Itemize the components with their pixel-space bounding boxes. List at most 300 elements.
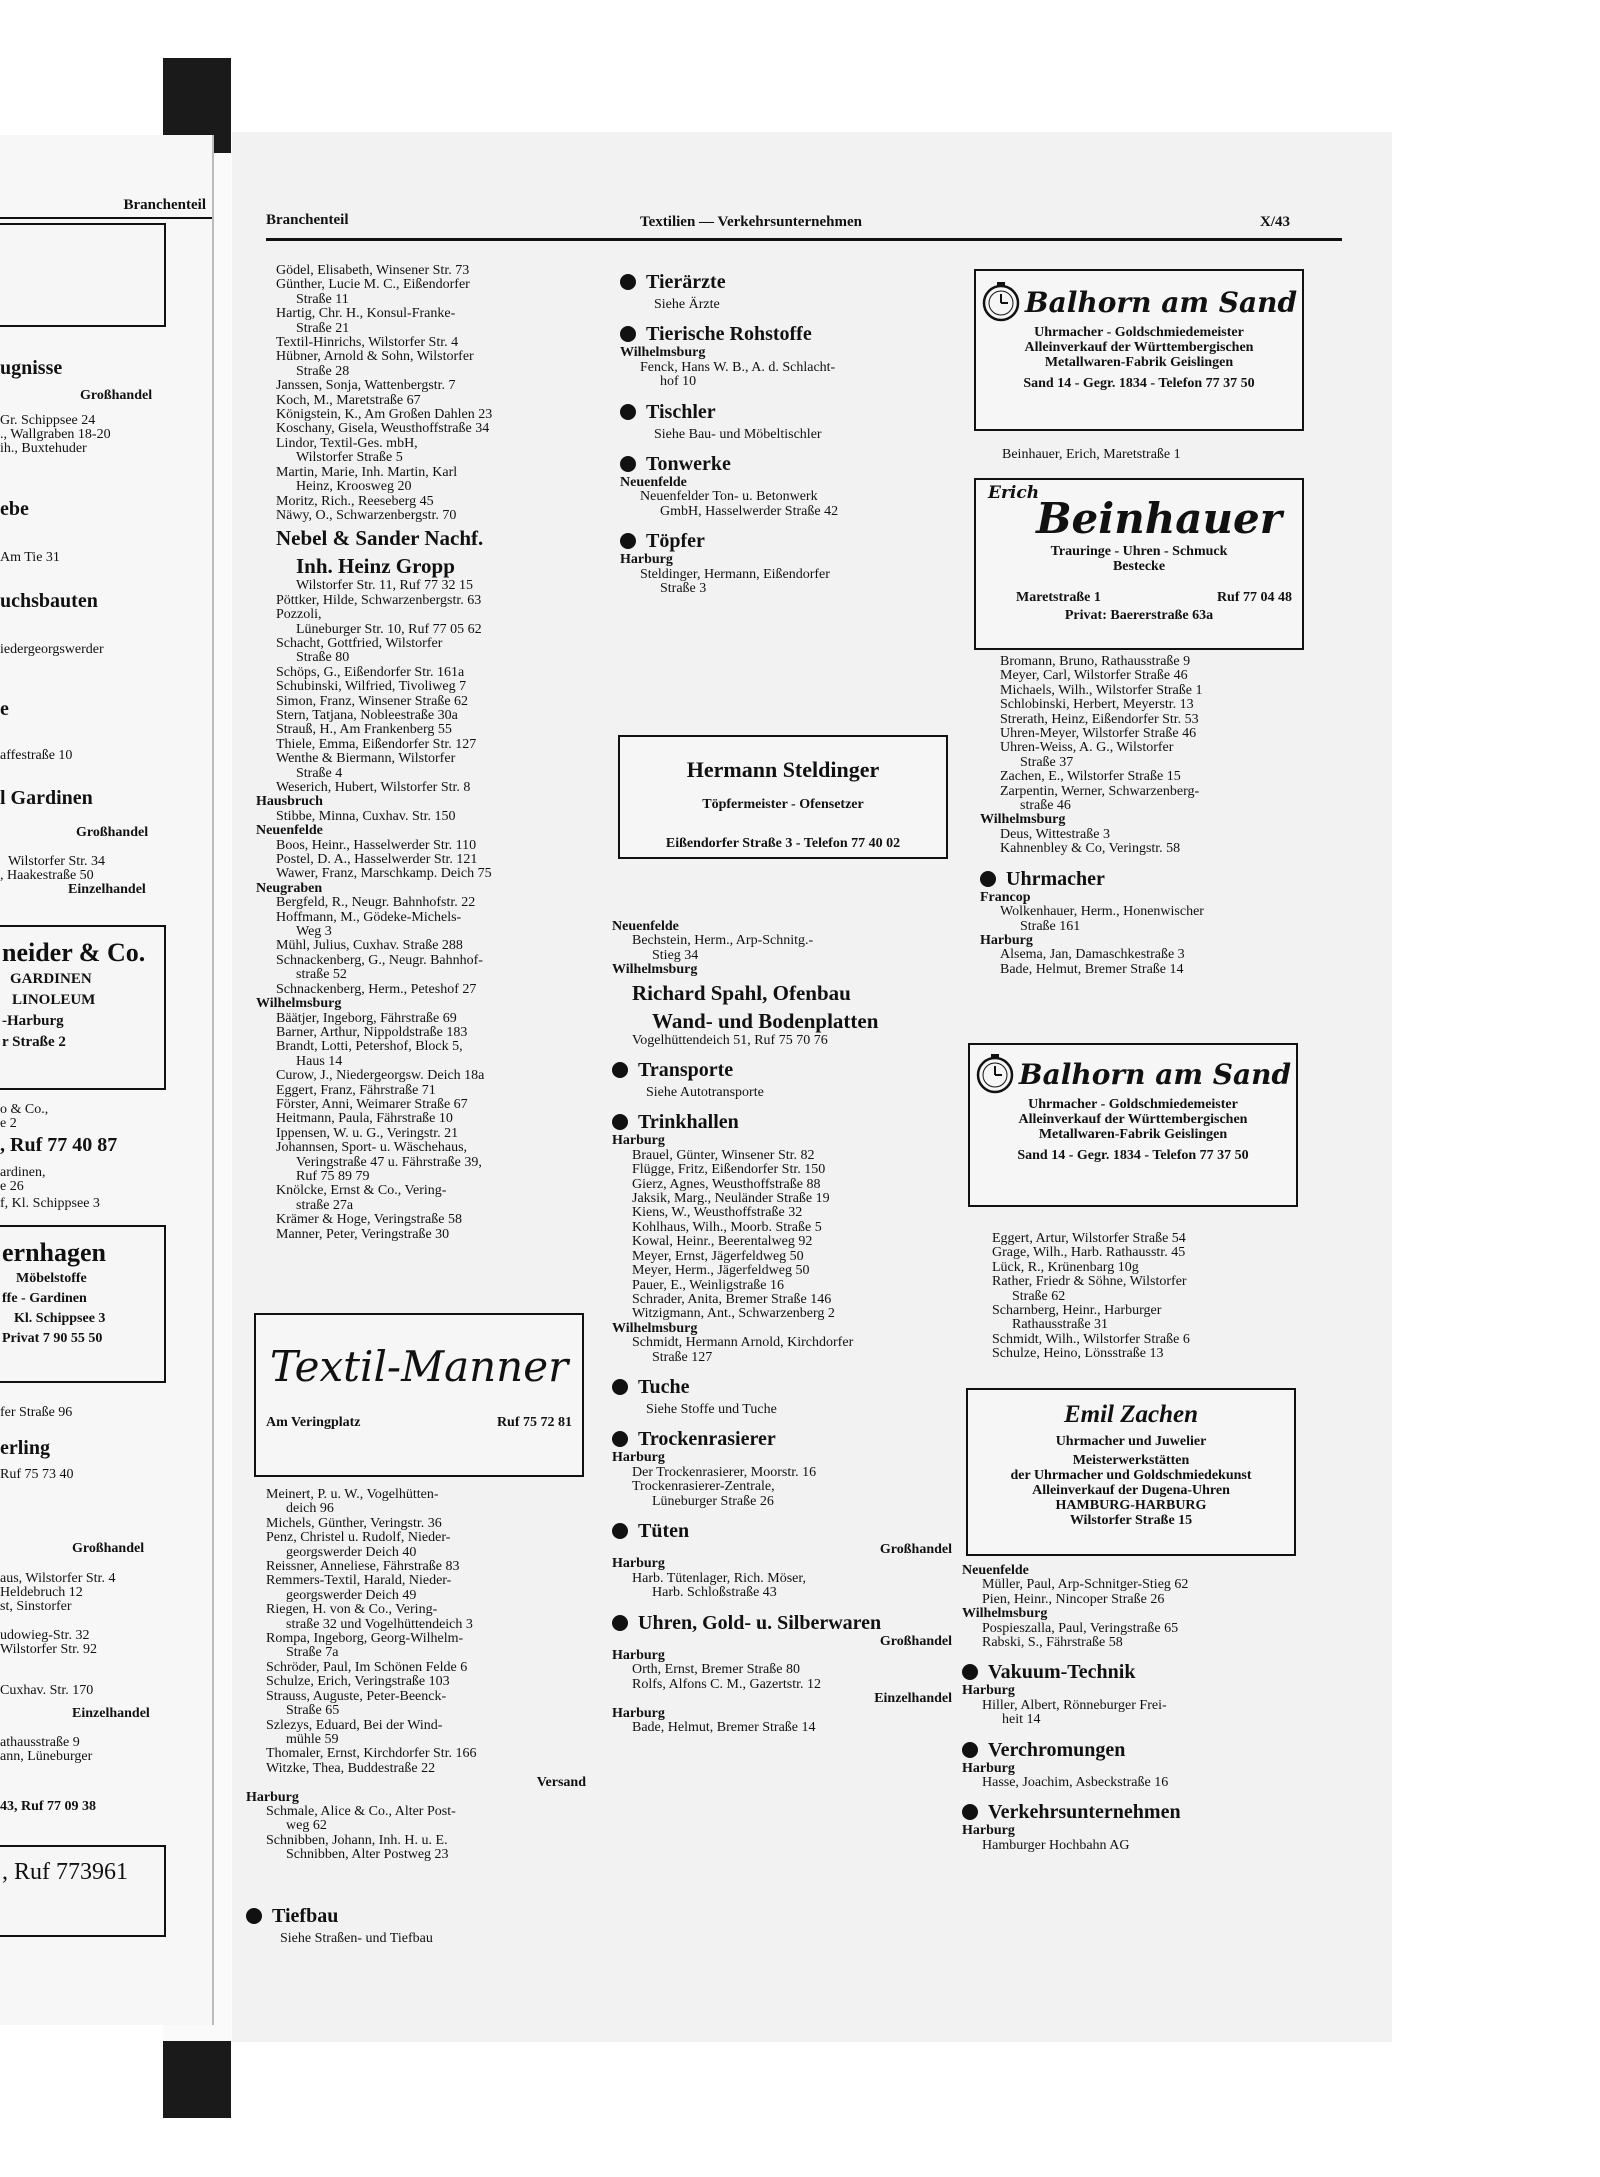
left-page-text: ih., Buxtehuder <box>0 441 87 456</box>
list-item: hof 10 <box>660 374 697 390</box>
column-2-top-listing <box>620 260 950 596</box>
list-item: Pospieszalla, Paul, Veringstraße 65 <box>982 1620 1179 1636</box>
left-page-text: affestraße 10 <box>0 748 73 763</box>
column-3-watch-listing <box>980 655 1310 977</box>
bullet-icon <box>620 274 636 290</box>
left-page-text: athausstraße 9 <box>0 1735 80 1750</box>
balhorn-line-2: Alleinverkauf der Württembergischen <box>1018 1112 1248 1127</box>
location-heading: Wilhelmsburg <box>256 996 342 1012</box>
ad-steldinger <box>618 735 948 859</box>
left-page-ad-box <box>0 1845 166 1937</box>
list-item: Simon, Franz, Winsener Straße 62 <box>276 693 469 709</box>
steldinger-name: Hermann Steldinger <box>686 757 880 782</box>
location-heading: Hausbruch <box>256 794 323 810</box>
list-item: Zarpentin, Werner, Schwarzenberg- <box>1000 783 1200 799</box>
list-item: Hamburger Hochbahn AG <box>982 1837 1130 1853</box>
list-item: Schacht, Gottfried, Wilstorfer <box>276 635 443 651</box>
section-title: Tierärzte <box>646 271 726 293</box>
column-2-bottom-listing <box>612 920 952 1735</box>
left-page-text: Gr. Schippsee 24 <box>0 413 96 428</box>
list-item: Manner, Peter, Veringstraße 30 <box>276 1226 450 1242</box>
section-title: Uhrmacher <box>1006 867 1105 890</box>
section-heading <box>612 1375 952 1399</box>
ad-textil-manner <box>254 1313 584 1477</box>
list-item: Schlobinski, Herbert, Meyerstr. 13 <box>1000 697 1194 713</box>
list-item: Brandt, Lotti, Petershof, Block 5, <box>276 1039 463 1055</box>
section-heading <box>612 1058 952 1082</box>
list-item: Bäätjer, Ingeborg, Fährstraße 69 <box>276 1010 457 1026</box>
beinhauer-phone: Ruf 77 04 48 <box>1216 590 1292 605</box>
list-item: Straße 11 <box>296 291 349 307</box>
left-page-ad-text: -Harburg <box>2 1013 64 1029</box>
bullet-icon <box>620 404 636 420</box>
list-item: Janssen, Sonja, Wattenbergstr. 7 <box>276 378 456 394</box>
list-item: Remmers-Textil, Harald, Nieder- <box>266 1573 452 1589</box>
left-page-ad-text: Kl. Schippsee 3 <box>14 1311 106 1326</box>
steldinger-trade: Töpfermeister - Ofensetzer <box>702 797 864 812</box>
list-item: Hübner, Arnold & Sohn, Wilstorfer <box>276 349 474 365</box>
list-item: Meyer, Herm., Jägerfeldweg 50 <box>632 1263 810 1279</box>
left-page-text: ugnisse <box>0 357 63 379</box>
bullet-icon <box>620 533 636 549</box>
list-item: Gödel, Elisabeth, Winsener Str. 73 <box>276 263 470 278</box>
section-heading <box>612 1611 952 1635</box>
section-title: Trinkhallen <box>638 1111 739 1134</box>
list-item: Steldinger, Hermann, Eißendorfer <box>640 566 830 582</box>
list-item: Michaels, Wilh., Wilstorfer Straße 1 <box>1000 682 1203 698</box>
list-item: Eggert, Franz, Fährstraße 71 <box>276 1082 436 1098</box>
section-tiefbau <box>246 1894 586 1954</box>
left-page-text: Einzelhandel <box>68 882 146 897</box>
ad-balhorn-bottom <box>968 1043 1298 1207</box>
list-item: Grage, Wilh., Harb. Rathausstr. 45 <box>992 1245 1186 1261</box>
left-page-text: o & Co., <box>0 1102 49 1117</box>
list-item: Koschany, Gisela, Weusthoffstraße 34 <box>276 421 490 437</box>
section-title: Verkehrsunternehmen <box>988 1801 1181 1824</box>
list-item: Lück, R., Krünenbarg 10g <box>992 1259 1139 1275</box>
bullet-icon <box>962 1742 978 1758</box>
list-item: Kowal, Heinr., Beerentalweg 92 <box>632 1234 813 1250</box>
list-item: georgswerder Deich 40 <box>286 1544 417 1560</box>
list-item: Straße 65 <box>286 1703 340 1719</box>
list-item: Stern, Tatjana, Nobleestraße 30a <box>276 707 458 723</box>
beinhauer-line-1: Trauringe - Uhren - Schmuck <box>1050 544 1228 559</box>
list-item: Scharnberg, Heinr., Harburger <box>992 1303 1162 1319</box>
list-item: Meinert, P. u. W., Vogelhütten- <box>266 1487 439 1502</box>
balhorn-logo: Balhorn am Sand <box>1024 286 1298 319</box>
list-item: Straße 4 <box>296 765 343 781</box>
list-item: Hoffmann, M., Gödeke-Michels- <box>276 909 462 925</box>
list-item: Vogelhüttendeich 51, Ruf 75 70 76 <box>632 1032 828 1048</box>
list-item: Eggert, Artur, Wilstorfer Straße 54 <box>992 1231 1186 1246</box>
balhorn-line-1: Uhrmacher - Goldschmiedemeister <box>1034 325 1244 340</box>
left-page-text: Großhandel <box>76 825 149 840</box>
list-item: Rabski, S., Fährstraße 58 <box>982 1635 1123 1651</box>
list-item: Strauss, Auguste, Peter-Beenck- <box>266 1688 447 1704</box>
list-item: Straße 3 <box>660 581 707 597</box>
zachen-line-1: Uhrmacher und Juwelier <box>1055 1434 1207 1449</box>
left-page-text: st, Sinstorfer <box>0 1599 72 1614</box>
list-item: Hasse, Joachim, Asbeckstraße 16 <box>982 1775 1169 1791</box>
steldinger-address: Eißendorfer Straße 3 - Telefon 77 40 02 <box>665 836 901 851</box>
page-number: X/43 <box>1260 214 1290 230</box>
balhorn-line-3: Metallwaren-Fabrik Geislingen <box>1038 1127 1228 1142</box>
bullet-icon <box>612 1431 628 1447</box>
list-item: Penz, Christel u. Rudolf, Nieder- <box>266 1530 451 1546</box>
beinhauer-private: Privat: Baererstraße 63a <box>1064 608 1214 623</box>
list-item: Straße 21 <box>296 320 350 336</box>
section-title: Transporte <box>638 1059 734 1082</box>
list-item: Näwy, O., Schwarzenbergstr. 70 <box>276 507 457 523</box>
list-item: Kiens, W., Weusthoffstraße 32 <box>632 1205 803 1221</box>
list-item: Bergfeld, R., Neugr. Bahnhofstr. 22 <box>276 895 476 911</box>
location-heading: Neuenfelde <box>962 1563 1029 1578</box>
list-item: Brauel, Günter, Winsener Str. 82 <box>632 1147 815 1163</box>
section-heading <box>612 1427 952 1451</box>
location-heading: Neuenfelde <box>256 823 323 839</box>
list-item: Rompa, Ingeborg, Georg-Wilhelm- <box>266 1631 464 1647</box>
left-page-text: ann, Lüneburger <box>0 1749 93 1764</box>
list-item: Uhren-Weiss, A. G., Wilstorfer <box>1000 740 1174 756</box>
list-item: Günther, Lucie M. C., Eißendorfer <box>276 277 470 293</box>
list-item: straße 46 <box>1020 798 1071 814</box>
zachen-address: Wilstorfer Straße 15 <box>1069 1513 1193 1528</box>
list-item: Hiller, Albert, Rönneburger Frei- <box>982 1697 1167 1713</box>
see-reference: Siehe Autotransporte <box>646 1085 764 1101</box>
list-item: Straße 161 <box>1020 918 1081 934</box>
list-item: Reissner, Anneliese, Fährstraße 83 <box>266 1559 460 1575</box>
list-item: Schrader, Anita, Bremer Straße 146 <box>632 1291 832 1307</box>
list-item: Pauer, E., Weinligstraße 16 <box>632 1277 785 1293</box>
list-item: Schnackenberg, G., Neugr. Bahnhof- <box>276 952 483 968</box>
list-item: Bade, Helmut, Bremer Straße 14 <box>1000 961 1184 977</box>
list-item: straße 27a <box>296 1197 354 1213</box>
list-item: deich 96 <box>286 1501 334 1517</box>
list-item: Strerath, Heinz, Eißendorfer Str. 53 <box>1000 711 1199 727</box>
zachen-line-3: der Uhrmacher und Goldschmiedekunst <box>1010 1468 1252 1483</box>
list-item: georgswerder Deich 49 <box>286 1587 417 1603</box>
section-title: Trockenrasierer <box>638 1428 776 1451</box>
trade-category: Großhandel <box>879 1541 952 1557</box>
left-page-text: 43, Ruf 77 09 38 <box>0 1799 97 1814</box>
left-page-ad-text: ffe - Gardinen <box>2 1291 87 1306</box>
list-item: Schnibben, Johann, Inh. H. u. E. <box>266 1832 448 1848</box>
list-item: Szlezys, Eduard, Bei der Wind- <box>266 1717 443 1733</box>
ad-beinhauer <box>974 478 1304 650</box>
list-item: Fenck, Hans W. B., A. d. Schlacht- <box>640 359 836 375</box>
beinhauer-address: Maretstraße 1 <box>1016 590 1101 605</box>
page-header-center: Textilien — Verkehrsunternehmen <box>640 214 862 230</box>
balhorn-line-1: Uhrmacher - Goldschmiedemeister <box>1028 1097 1238 1112</box>
bullet-icon <box>620 456 636 472</box>
location-heading: Harburg <box>620 552 673 568</box>
list-item: Knölcke, Ernst & Co., Vering- <box>276 1183 447 1199</box>
section-heading <box>962 1660 1302 1684</box>
section-heading: Tiefbau <box>272 1905 339 1927</box>
list-item: Martin, Marie, Inh. Martin, Karl <box>276 464 458 480</box>
list-item: Kohlhaus, Wilh., Moorb. Straße 5 <box>632 1219 822 1235</box>
list-item: Rolfs, Alfons C. M., Gazertstr. 12 <box>632 1676 821 1692</box>
left-page-header: Branchenteil <box>123 197 206 213</box>
list-item: Stibbe, Minna, Cuxhav. Str. 150 <box>276 808 456 824</box>
section-title: Töpfer <box>646 530 705 553</box>
left-page-text: erling <box>0 1437 50 1459</box>
list-item: Lüneburger Str. 10, Ruf 77 05 62 <box>296 621 482 637</box>
left-page-text: Wilstorfer Str. 92 <box>0 1642 98 1657</box>
list-item: Schmidt, Hermann Arnold, Kirchdorfer <box>632 1335 854 1351</box>
see-reference: Siehe Stoffe und Tuche <box>646 1401 777 1417</box>
trade-category: Großhandel <box>879 1633 952 1649</box>
list-item: Postel, D. A., Hasselwerder Str. 121 <box>276 852 478 868</box>
list-item: Heitmann, Paula, Fährstraße 10 <box>276 1111 453 1127</box>
ad-emil-zachen <box>966 1388 1296 1556</box>
list-item: Straße 37 <box>1020 754 1074 770</box>
list-item: Michels, Günther, Veringstr. 36 <box>266 1515 442 1531</box>
left-page-ad-box <box>0 1225 166 1383</box>
column-3-bottom-listing <box>962 1564 1302 1853</box>
clock-icon <box>975 1053 1015 1097</box>
zachen-line-4: Alleinverkauf der Dugena-Uhren <box>1032 1483 1230 1498</box>
list-item: Meyer, Ernst, Jägerfeldweg 50 <box>632 1248 804 1264</box>
location-heading: Harburg <box>612 1450 665 1466</box>
list-item: Textil-Hinrichs, Wilstorfer Str. 4 <box>276 335 459 351</box>
left-page-ad-text: Privat 7 90 55 50 <box>2 1331 103 1346</box>
ad-balhorn-top <box>974 269 1304 431</box>
left-page-ad-box <box>0 925 166 1090</box>
bullet-icon <box>620 326 636 342</box>
left-page-fragment <box>0 135 214 2025</box>
location-heading: Wilhelmsburg <box>612 962 698 978</box>
location-heading: Harburg <box>962 1823 1015 1839</box>
section-heading <box>620 452 950 476</box>
see-reference: Siehe Straßen- und Tiefbau <box>280 1931 433 1946</box>
left-page-text: f, Kl. Schippsee 3 <box>0 1196 100 1211</box>
section-title: Tüten <box>638 1519 690 1542</box>
list-item: Müller, Paul, Arp-Schnitger-Stieg 62 <box>982 1577 1189 1593</box>
location-heading: Harburg <box>612 1133 665 1149</box>
location-heading: Harburg <box>612 1648 665 1663</box>
list-item: weg 62 <box>286 1818 327 1834</box>
list-item: Bromann, Bruno, Rathausstraße 9 <box>1000 654 1191 669</box>
list-item: Harb. Tütenlager, Rich. Möser, <box>632 1570 806 1586</box>
balhorn-address: Sand 14 - Gegr. 1834 - Telefon 77 37 50 <box>1023 376 1255 391</box>
list-item: Orth, Ernst, Bremer Straße 80 <box>632 1662 800 1678</box>
section-title: Tischler <box>646 400 716 423</box>
location-heading: Harburg <box>246 1789 299 1805</box>
bullet-icon <box>962 1804 978 1820</box>
zachen-line-2: Meisterwerkstätten <box>1072 1453 1190 1468</box>
list-item: Nebel & Sander Nachf. <box>276 526 484 551</box>
left-page-text: e <box>0 698 9 720</box>
bullet-icon <box>246 1908 262 1924</box>
section-title: Vakuum-Technik <box>988 1661 1136 1684</box>
list-item: Wilstorfer Straße 5 <box>296 450 403 466</box>
section-heading <box>612 1110 952 1134</box>
left-page-ad-text: r Straße 2 <box>2 1034 66 1050</box>
list-item: Stieg 34 <box>652 947 699 963</box>
left-page-text: uchsbauten <box>0 590 98 612</box>
left-page-ad-text: GARDINEN <box>10 971 92 987</box>
column-1-top-listing <box>256 264 596 1242</box>
list-item: Koch, M., Maretstraße 67 <box>276 392 421 408</box>
list-item: Schnibben, Alter Postweg 23 <box>286 1847 449 1863</box>
list-item: heit 14 <box>1002 1712 1041 1728</box>
section-heading <box>620 270 950 294</box>
section-heading <box>962 1738 1302 1762</box>
left-page-ad-text: ernhagen <box>2 1238 106 1267</box>
section-heading <box>620 529 950 553</box>
list-item: Meyer, Carl, Wilstorfer Straße 46 <box>1000 668 1188 684</box>
list-item: Schubinski, Wilfried, Tivoliweg 7 <box>276 679 467 695</box>
left-page-ad-text: , Ruf 773961 <box>2 1859 128 1885</box>
location-heading: Neugraben <box>256 880 323 896</box>
section-title: Uhren, Gold- u. Silberwaren <box>638 1611 882 1634</box>
left-page-text: e 26 <box>0 1179 24 1194</box>
list-item: Wilstorfer Str. 11, Ruf 77 32 15 <box>296 578 474 594</box>
left-page-text: udowieg-Str. 32 <box>0 1628 90 1643</box>
list-item: Wenthe & Biermann, Wilstorfer <box>276 751 456 767</box>
column-3-uhrmacher-listing <box>972 1232 1302 1362</box>
list-item: Straße 7a <box>286 1645 339 1661</box>
list-item: straße 32 und Vogelhüttendeich 3 <box>286 1616 473 1632</box>
section-title: Tierische Rohstoffe <box>646 323 812 346</box>
section-heading <box>962 1800 1302 1824</box>
beinhauer-firstname: Erich <box>988 483 1040 503</box>
column-1-bottom-listing <box>246 1488 586 1863</box>
list-item: straße 52 <box>296 967 347 983</box>
location-heading: Harburg <box>612 1556 665 1572</box>
list-item: Gierz, Agnes, Weusthoffstraße 88 <box>632 1176 821 1192</box>
section-title: Tonwerke <box>646 453 731 476</box>
list-item: Curow, J., Niedergeorgsw. Deich 18a <box>276 1068 485 1084</box>
left-page-text: ardinen, <box>0 1165 46 1180</box>
bullet-icon <box>980 871 996 887</box>
location-heading: Neuenfelde <box>620 475 687 491</box>
list-item: Straße 62 <box>1012 1288 1066 1304</box>
section-heading <box>612 1519 952 1543</box>
directory-page <box>232 132 1392 2042</box>
left-page-ad-text: Möbelstoffe <box>16 1271 87 1286</box>
balhorn-line-3: Metallwaren-Fabrik Geislingen <box>1044 355 1234 370</box>
clock-icon <box>981 281 1021 325</box>
textil-manner-address: Am Veringplatz <box>266 1415 361 1430</box>
list-item: Moritz, Rich., Reeseberg 45 <box>276 493 434 509</box>
list-item: GmbH, Hasselwerder Straße 42 <box>660 503 839 519</box>
left-page-text: ebe <box>0 498 29 520</box>
list-item: Witzigmann, Ant., Schwarzenberg 2 <box>632 1306 835 1322</box>
location-heading: Neuenfelde <box>612 919 679 934</box>
list-item: Thiele, Emma, Eißendorfer Str. 127 <box>276 736 477 752</box>
left-page-text: ., Wallgraben 18-20 <box>0 427 111 442</box>
list-item: Bechstein, Herm., Arp-Schnitg.- <box>632 933 814 949</box>
list-item: Straße 127 <box>652 1349 713 1365</box>
section-title: Tuche <box>638 1375 690 1398</box>
left-page-text: iedergeorgswerder <box>0 642 104 657</box>
balhorn-address: Sand 14 - Gegr. 1834 - Telefon 77 37 50 <box>1017 1148 1249 1163</box>
list-item: Neuenfelder Ton- u. Betonwerk <box>640 489 818 505</box>
balhorn-line-2: Alleinverkauf der Württembergischen <box>1024 340 1254 355</box>
left-page-text: Cuxhav. Str. 170 <box>0 1683 94 1698</box>
left-page-text: Heldebruch 12 <box>0 1585 83 1600</box>
page-header-left: Branchenteil <box>266 212 349 228</box>
list-item: Hartig, Chr. H., Konsul-Franke- <box>276 306 456 322</box>
beinhauer-logo: Beinhauer <box>1036 494 1282 543</box>
list-item: Schöps, G., Eißendorfer Str. 161a <box>276 664 465 680</box>
location-heading: Wilhelmsburg <box>962 1606 1048 1622</box>
list-item: Ippensen, W. u. G., Veringstr. 21 <box>276 1125 459 1141</box>
list-item: Uhren-Meyer, Wilstorfer Straße 46 <box>1000 726 1197 742</box>
list-item: Heinz, Kroosweg 20 <box>296 479 412 495</box>
left-page-text: Wilstorfer Str. 34 <box>8 854 106 869</box>
left-page-ad-text: neider & Co. <box>2 938 146 967</box>
see-reference: Siehe Ärzte <box>654 297 720 312</box>
list-item: Harb. Schloßstraße 43 <box>652 1585 777 1601</box>
list-item: Förster, Anni, Weimarer Straße 67 <box>276 1096 468 1112</box>
list-item: Witzke, Thea, Buddestraße 22 <box>266 1760 436 1776</box>
list-item: Straße 28 <box>296 363 350 379</box>
list-item: Strauß, H., Am Frankenberg 55 <box>276 722 452 738</box>
list-item: Flügge, Fritz, Eißendorfer Str. 150 <box>632 1162 826 1178</box>
list-item: Alsema, Jan, Damaschkestraße 3 <box>1000 947 1185 963</box>
list-item: Haus 14 <box>296 1053 343 1069</box>
list-item: Kahnenbley & Co, Veringstr. 58 <box>1000 841 1181 857</box>
list-item: Straße 80 <box>296 650 350 666</box>
listing-beinhauer: Beinhauer, Erich, Maretstraße 1 <box>1002 447 1181 462</box>
location-heading: Harburg <box>980 932 1033 948</box>
list-item: Riegen, H. von & Co., Vering- <box>266 1602 438 1618</box>
list-item: Wand- und Bodenplatten <box>652 1008 879 1033</box>
location-heading: Harburg <box>612 1705 665 1721</box>
left-page-text: Am Tie 31 <box>0 550 60 565</box>
bullet-icon <box>962 1664 978 1680</box>
list-item: Schmale, Alice & Co., Alter Post- <box>266 1803 456 1819</box>
list-item: Ruf 75 89 79 <box>296 1168 370 1184</box>
list-item: Schnackenberg, Herm., Peteshof 27 <box>276 981 477 997</box>
left-page-text: , Haakestraße 50 <box>0 868 94 883</box>
left-page-text: Ruf 75 73 40 <box>0 1467 74 1482</box>
bullet-icon <box>612 1379 628 1395</box>
list-item: Boos, Heinr., Hasselwerder Str. 110 <box>276 837 477 853</box>
bullet-icon <box>612 1114 628 1130</box>
list-item: Lüneburger Straße 26 <box>652 1493 774 1509</box>
left-page-text: Einzelhandel <box>72 1706 150 1721</box>
trade-category: Einzelhandel <box>874 1691 952 1707</box>
list-item: Veringstraße 47 u. Fährstraße 39, <box>296 1154 482 1170</box>
list-item: Königstein, K., Am Großen Dahlen 23 <box>276 407 493 423</box>
section-heading <box>620 400 950 424</box>
section-heading <box>620 322 950 346</box>
textil-manner-phone: Ruf 75 72 81 <box>496 1415 572 1430</box>
beinhauer-line-2: Bestecke <box>1112 559 1166 574</box>
balhorn-logo: Balhorn am Sand <box>1018 1058 1292 1091</box>
list-item: Rather, Friedr & Söhne, Wilstorfer <box>992 1274 1187 1290</box>
list-item: Pozzoli, <box>276 607 322 623</box>
list-item: Schulze, Erich, Veringstraße 103 <box>266 1674 450 1690</box>
bullet-icon <box>612 1062 628 1078</box>
location-heading: Wilhelmsburg <box>612 1320 698 1336</box>
left-page-ad-text: LINOLEUM <box>12 992 96 1008</box>
list-item: Weg 3 <box>296 924 332 940</box>
list-item: mühle 59 <box>286 1731 339 1747</box>
left-page-text: aus, Wilstorfer Str. 4 <box>0 1571 116 1586</box>
left-page-text: e 2 <box>0 1116 17 1131</box>
section-title: Verchromungen <box>988 1738 1126 1761</box>
bullet-icon <box>612 1523 628 1539</box>
location-heading: Harburg <box>962 1683 1015 1699</box>
bullet-icon <box>612 1615 628 1631</box>
left-page-text: l Gardinen <box>0 787 93 809</box>
location-heading: Harburg <box>962 1760 1015 1776</box>
